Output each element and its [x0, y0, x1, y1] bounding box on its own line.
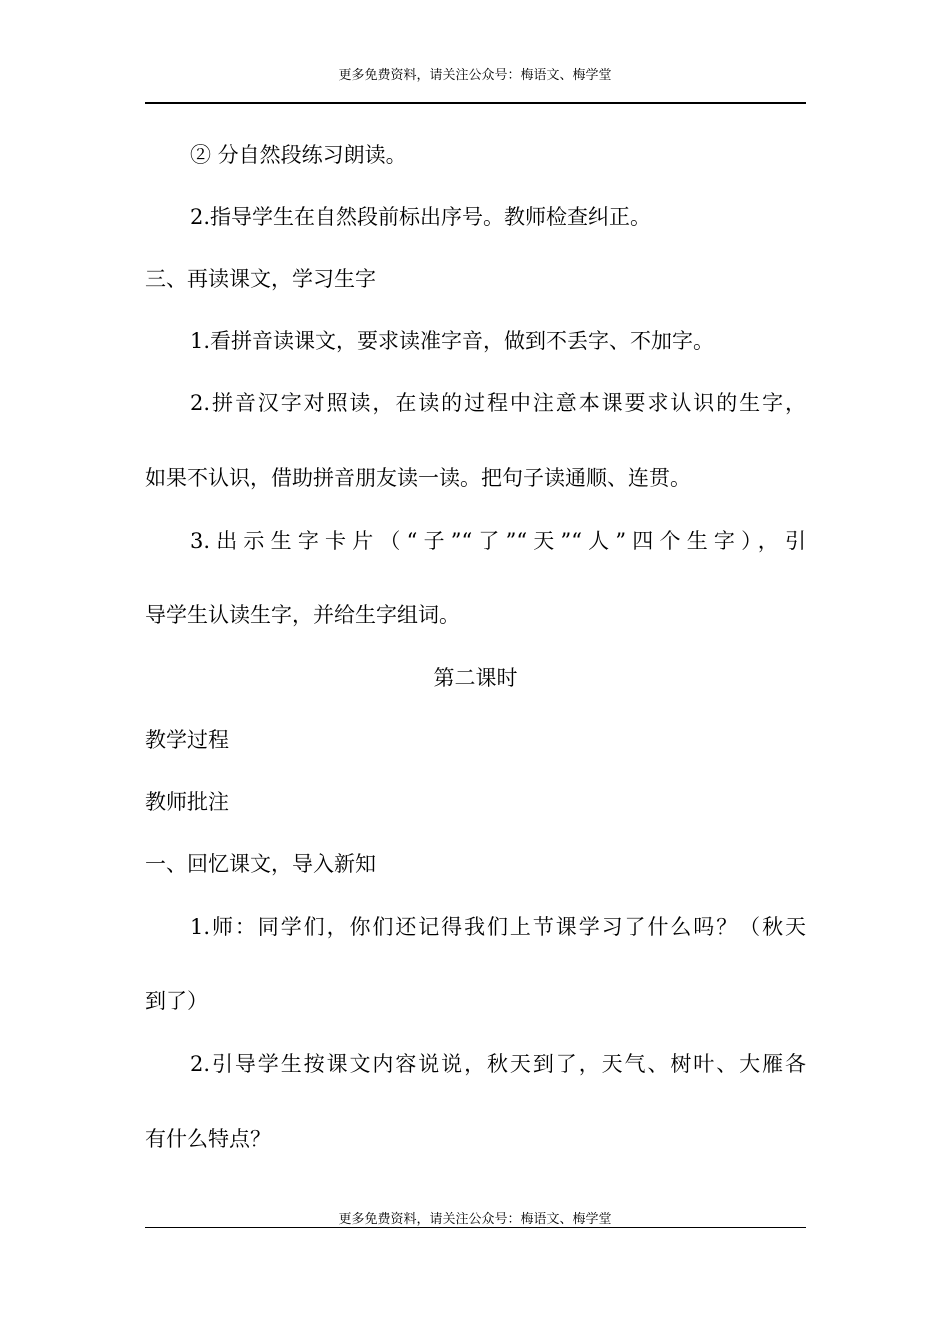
paragraph-line: 到了）	[145, 989, 208, 1013]
paragraph-line: 3.出示生字卡片（“子”“了”“天”“人”四个生字），引	[190, 529, 806, 553]
section-heading: 三、再读课文，学习生字	[145, 267, 376, 291]
paragraph-line: ② 分自然段练习朗读。	[190, 143, 407, 167]
header-rule	[145, 102, 806, 104]
paragraph-line: 如果不认识，借助拼音朋友读一读。把句子读通顺、连贯。	[145, 466, 691, 490]
paragraph-line: 导学生认读生字，并给生字组词。	[145, 603, 460, 627]
footer-rule	[145, 1227, 806, 1228]
page-header: 更多免费资料，请关注公众号：梅语文、梅学堂	[338, 68, 612, 83]
section-label: 教师批注	[145, 790, 229, 814]
section-heading: 一、回忆课文，导入新知	[145, 852, 376, 876]
paragraph-line: 1.看拼音读课文，要求读准字音，做到不丢字、不加字。	[190, 329, 715, 353]
page-footer: 更多免费资料，请关注公众号：梅语文、梅学堂	[338, 1212, 612, 1227]
paragraph-line: 2.引导学生按课文内容说说，秋天到了，天气、树叶、大雁各	[190, 1052, 806, 1076]
lesson-title: 第二课时	[433, 666, 518, 690]
paragraph-line: 1.师：同学们，你们还记得我们上节课学习了什么吗？（秋天	[190, 915, 806, 939]
paragraph-line: 2.拼音汉字对照读，在读的过程中注意本课要求认识的生字，	[190, 391, 806, 415]
section-label: 教学过程	[145, 728, 229, 752]
paragraph-line: 有什么特点？	[145, 1127, 271, 1151]
paragraph-line: 2.指导学生在自然段前标出序号。教师检查纠正。	[190, 205, 652, 229]
